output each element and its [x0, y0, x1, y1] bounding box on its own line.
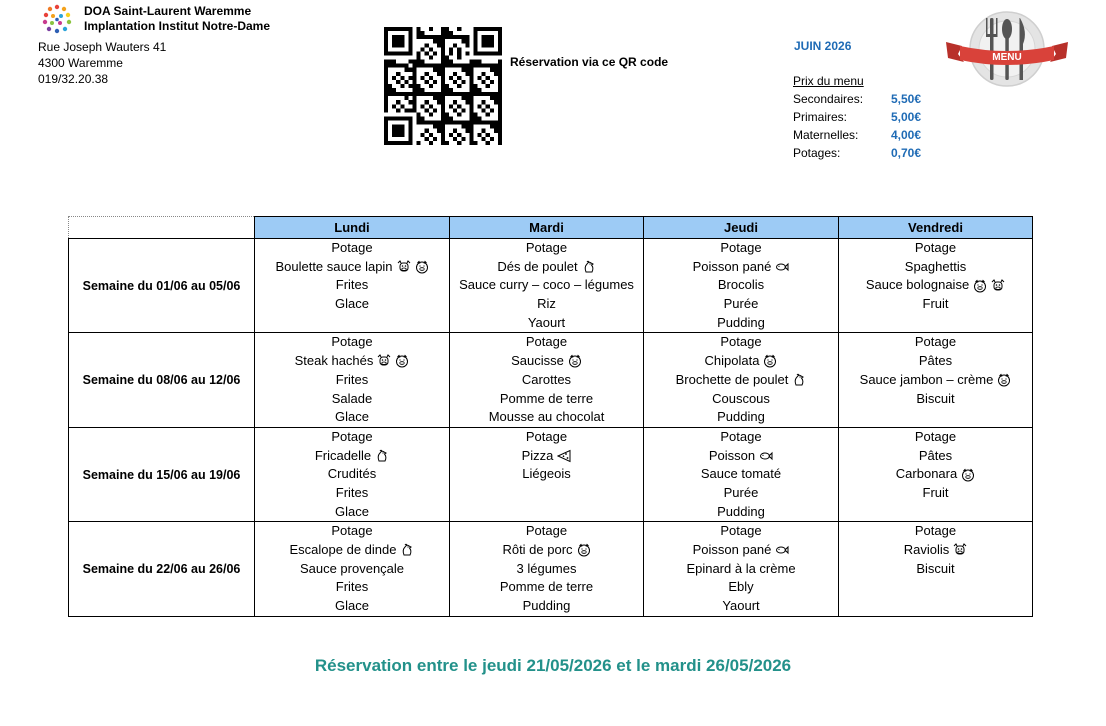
menu-item: [839, 352, 1032, 371]
week-label: Semaine du 22/06 au 26/06: [69, 522, 255, 616]
menu-item-text: Potage: [525, 334, 568, 350]
menu-item-text: Couscous: [712, 390, 770, 406]
pig-icon: [577, 543, 591, 557]
school-address: [38, 39, 166, 87]
menu-item: [450, 314, 643, 333]
price-row: [793, 126, 921, 144]
menu-item: [255, 578, 449, 597]
weekly-menu-table: [68, 216, 1033, 617]
menu-item: [644, 484, 838, 503]
day-menu-cell: [839, 333, 1033, 427]
menu-item-text: Glace: [335, 409, 369, 425]
day-menu-cell: [255, 427, 450, 521]
menu-item: [450, 295, 643, 314]
menu-item-text: Chipolata: [704, 353, 760, 369]
pig-icon: [997, 373, 1011, 387]
price-row: [793, 90, 921, 108]
menu-item-text: Carottes: [521, 371, 572, 387]
chicken-icon: [375, 449, 389, 463]
day-menu-cell: [839, 427, 1033, 521]
menu-item: [255, 522, 449, 541]
menu-item: [839, 333, 1032, 352]
menu-item: [450, 390, 643, 409]
menu-item: [255, 371, 449, 390]
menu-item-text: 3 légumes: [516, 560, 577, 576]
menu-item-text: Pizza: [521, 447, 554, 463]
menu-item-text: Fruit: [922, 484, 949, 500]
menu-item: [644, 522, 838, 541]
menu-item-text: Potage: [331, 334, 373, 350]
day-header: Vendredi: [839, 217, 1033, 239]
chicken-icon: [400, 543, 414, 557]
week-row: [69, 522, 1033, 616]
menu-item-text: Pudding: [717, 409, 765, 425]
fish-icon: [775, 260, 789, 274]
menu-item-text: Potage: [720, 428, 762, 444]
menu-item: [450, 333, 643, 352]
menu-item-text: Potage: [720, 523, 762, 539]
menu-item: [644, 465, 838, 484]
menu-item: [255, 560, 449, 579]
menu-item-text: Potage: [525, 240, 568, 255]
menu-item: [450, 465, 643, 484]
menu-item-text: Brocolis: [717, 277, 765, 293]
week-label: Semaine du 08/06 au 12/06: [69, 333, 255, 427]
pig-icon: [961, 468, 975, 482]
menu-item: [644, 503, 838, 522]
menu-item: [644, 314, 838, 333]
menu-item: [839, 560, 1032, 579]
menu-item: [450, 447, 643, 466]
week-row: [69, 333, 1033, 427]
menu-item-text: Sauce tomaté: [700, 466, 782, 482]
menu-item-text: Potage: [525, 428, 568, 444]
menu-item: [450, 239, 643, 258]
fish-icon: [775, 543, 789, 557]
menu-item-text: Sauce provençale: [299, 560, 405, 576]
day-menu-cell: [839, 522, 1033, 616]
menu-item-text: Pomme de terre: [499, 390, 594, 406]
menu-item-text: Pâtes: [918, 353, 953, 369]
menu-item: [450, 597, 643, 616]
menu-item-text: Potage: [331, 523, 373, 539]
menu-item-text: Frites: [335, 371, 369, 387]
menu-item: [839, 447, 1032, 466]
menu-item: [450, 522, 643, 541]
org-line2: Implantation Institut Notre-Dame: [84, 19, 271, 33]
price-label: Maternelles:: [793, 128, 859, 142]
menu-item-text: Pudding: [717, 314, 765, 330]
price-value: 0,70€: [890, 146, 921, 160]
pig-icon: [763, 354, 777, 368]
menu-item-text: Escalope de dinde: [289, 542, 397, 557]
table-header-row: [69, 217, 1033, 239]
menu-item-text: Mousse au chocolat: [488, 409, 605, 425]
cow-icon: [377, 354, 391, 368]
qr-caption: Réservation via ce QR code: [510, 55, 669, 69]
menu-item: [644, 447, 838, 466]
menu-item: [644, 578, 838, 597]
pig-icon: [415, 260, 429, 274]
school-logo: [40, 4, 74, 34]
menu-item-text: Fruit: [922, 296, 949, 312]
menu-item-text: Biscuit: [916, 560, 955, 576]
price-label: Primaires:: [793, 110, 848, 124]
menu-item: [644, 276, 838, 295]
menu-item: [839, 276, 1032, 295]
address-city: 4300 Waremme: [38, 56, 123, 70]
menu-item-text: Yaourt: [527, 314, 566, 330]
week-label: Semaine du 01/06 au 05/06: [69, 239, 255, 333]
menu-logo-text: MENU: [992, 52, 1022, 63]
fish-icon: [759, 449, 773, 463]
menu-item: [450, 578, 643, 597]
menu-item-text: Crudités: [327, 466, 377, 482]
week-row: [69, 239, 1033, 333]
day-menu-cell: [839, 239, 1033, 333]
menu-item-text: Sauce curry – coco – légumes: [459, 277, 634, 293]
menu-item-text: Sauce bolognaise: [865, 277, 970, 293]
menu-item: [255, 295, 449, 314]
school-name: [84, 4, 270, 34]
menu-item-text: Pâtes: [918, 447, 953, 463]
pig-icon: [973, 279, 987, 293]
menu-item: [644, 371, 838, 390]
menu-item: [255, 465, 449, 484]
day-menu-cell: [255, 333, 450, 427]
price-label: Secondaires:: [793, 92, 864, 106]
cow-icon: [991, 279, 1005, 293]
menu-item: [839, 390, 1032, 409]
menu-item: [644, 295, 838, 314]
day-menu-cell: [644, 427, 839, 521]
day-menu-cell: [450, 333, 644, 427]
menu-item: [255, 447, 449, 466]
menu-item: [255, 352, 449, 371]
price-value: 5,50€: [890, 92, 921, 106]
menu-item: [644, 258, 838, 277]
reservation-qr-code[interactable]: [384, 27, 502, 145]
price-label: Potages:: [793, 146, 841, 160]
pig-icon: [568, 354, 582, 368]
menu-item: [450, 408, 643, 427]
menu-item: [255, 276, 449, 295]
menu-item: [839, 239, 1032, 258]
day-menu-cell: [255, 522, 450, 616]
menu-item: [450, 258, 643, 277]
menu-item-text: Sauce jambon – crème: [859, 371, 994, 387]
menu-item: [255, 484, 449, 503]
menu-item: [255, 333, 449, 352]
day-header: Mardi: [450, 217, 644, 239]
menu-item-text: Fricadelle: [314, 447, 372, 463]
menu-item: [255, 390, 449, 409]
menu-item: [450, 541, 643, 560]
menu-item-text: Saucisse: [511, 353, 564, 369]
price-value: 5,00€: [890, 110, 921, 124]
menu-item: [255, 597, 449, 616]
menu-item: [644, 597, 838, 616]
week-label: Semaine du 15/06 au 19/06: [69, 427, 255, 521]
menu-item: [644, 428, 838, 447]
menu-item: [255, 239, 449, 258]
week-row: [69, 427, 1033, 521]
day-menu-cell: [450, 427, 644, 521]
menu-item-text: Purée: [723, 296, 759, 312]
menu-item-text: Frites: [335, 484, 369, 500]
day-menu-cell: [644, 522, 839, 616]
menu-item: [450, 560, 643, 579]
pig-icon: [395, 354, 409, 368]
menu-item: [839, 295, 1032, 314]
day-menu-cell: [450, 522, 644, 616]
menu-item-text: Potage: [525, 523, 568, 539]
org-line1: DOA Saint-Laurent Waremme: [84, 4, 252, 18]
menu-item-text: Potage: [720, 334, 762, 350]
menu-item: [644, 239, 838, 258]
price-row: [793, 144, 921, 162]
day-menu-cell: [450, 239, 644, 333]
menu-item: [255, 408, 449, 427]
day-menu-cell: [644, 239, 839, 333]
menu-item-text: Potage: [914, 428, 957, 444]
menu-item-text: Poisson: [708, 447, 756, 463]
menu-item-text: Salade: [331, 390, 373, 406]
menu-month: JUIN 2026: [794, 39, 852, 53]
chicken-icon: [582, 260, 596, 274]
menu-item: [644, 352, 838, 371]
menu-item: [450, 428, 643, 447]
chicken-icon: [792, 373, 806, 387]
address-street: Rue Joseph Wauters 41: [38, 40, 167, 54]
menu-item-text: Potage: [914, 240, 957, 255]
menu-item-text: Pudding: [522, 598, 571, 614]
cow-icon: [953, 543, 967, 557]
address-phone: 019/32.20.38: [38, 72, 109, 86]
menu-item-text: Pudding: [717, 503, 765, 519]
menu-item-text: Epinard à la crème: [686, 560, 796, 576]
menu-item-text: Purée: [723, 484, 759, 500]
menu-item-text: Yaourt: [722, 598, 760, 614]
menu-item-text: Glace: [335, 598, 369, 614]
menu-item: [450, 371, 643, 390]
menu-item: [644, 560, 838, 579]
menu-item-text: Pomme de terre: [499, 579, 594, 595]
menu-item: [839, 258, 1032, 277]
menu-item-text: Ebly: [728, 579, 754, 595]
menu-item-text: Frites: [335, 277, 369, 293]
price-list-title: Prix du menu: [793, 74, 864, 88]
menu-item-text: Brochette de poulet: [675, 371, 789, 387]
menu-item: [644, 541, 838, 560]
menu-item-text: Potage: [914, 523, 957, 539]
menu-item-text: Potage: [720, 240, 762, 255]
menu-item-text: Boulette sauce lapin: [275, 258, 393, 274]
menu-item: [255, 503, 449, 522]
menu-item: [839, 465, 1032, 484]
menu-item: [839, 522, 1032, 541]
menu-item-text: Frites: [335, 579, 369, 595]
menu-item-text: Potage: [331, 428, 373, 444]
menu-item-text: Carbonara: [895, 466, 958, 482]
menu-item-text: Liégeois: [522, 466, 571, 482]
menu-item-text: Dés de poulet: [497, 258, 578, 274]
menu-item: [839, 428, 1032, 447]
reservation-period: Réservation entre le jeudi 21/05/2026 et le mardi 26/05/2026: [314, 656, 792, 675]
menu-item-text: Raviolis: [903, 542, 950, 557]
menu-item: [644, 408, 838, 427]
menu-item: [255, 541, 449, 560]
cow-icon: [397, 260, 411, 274]
day-menu-cell: [255, 239, 450, 333]
menu-item-text: Rôti de porc: [502, 542, 573, 557]
menu-item: [839, 541, 1032, 560]
menu-item: [255, 428, 449, 447]
price-row: [793, 108, 921, 126]
price-value: 4,00€: [890, 128, 921, 142]
day-menu-cell: [644, 333, 839, 427]
menu-item: [450, 276, 643, 295]
menu-item-text: Steak hachés: [294, 353, 374, 369]
menu-item: [255, 258, 449, 277]
menu-item: [450, 352, 643, 371]
menu-item-text: Poisson pané: [692, 258, 772, 274]
menu-item-text: Biscuit: [916, 390, 955, 406]
menu-item: [644, 390, 838, 409]
menu-item-text: Poisson pané: [692, 542, 772, 557]
menu-logo: [946, 10, 1068, 88]
price-list: [793, 72, 921, 162]
menu-item-text: Spaghettis: [904, 258, 967, 274]
day-header: Jeudi: [644, 217, 839, 239]
menu-item: [839, 371, 1032, 390]
menu-item: [839, 484, 1032, 503]
menu-item-text: Potage: [331, 240, 373, 255]
pizza-icon: [557, 449, 571, 463]
day-header: Lundi: [255, 217, 450, 239]
menu-item-text: Glace: [335, 503, 369, 519]
menu-item-text: Riz: [537, 296, 556, 312]
table-corner-cell: [69, 217, 255, 239]
menu-item-text: Glace: [335, 296, 369, 312]
menu-item-text: Potage: [914, 334, 957, 350]
menu-item: [644, 333, 838, 352]
